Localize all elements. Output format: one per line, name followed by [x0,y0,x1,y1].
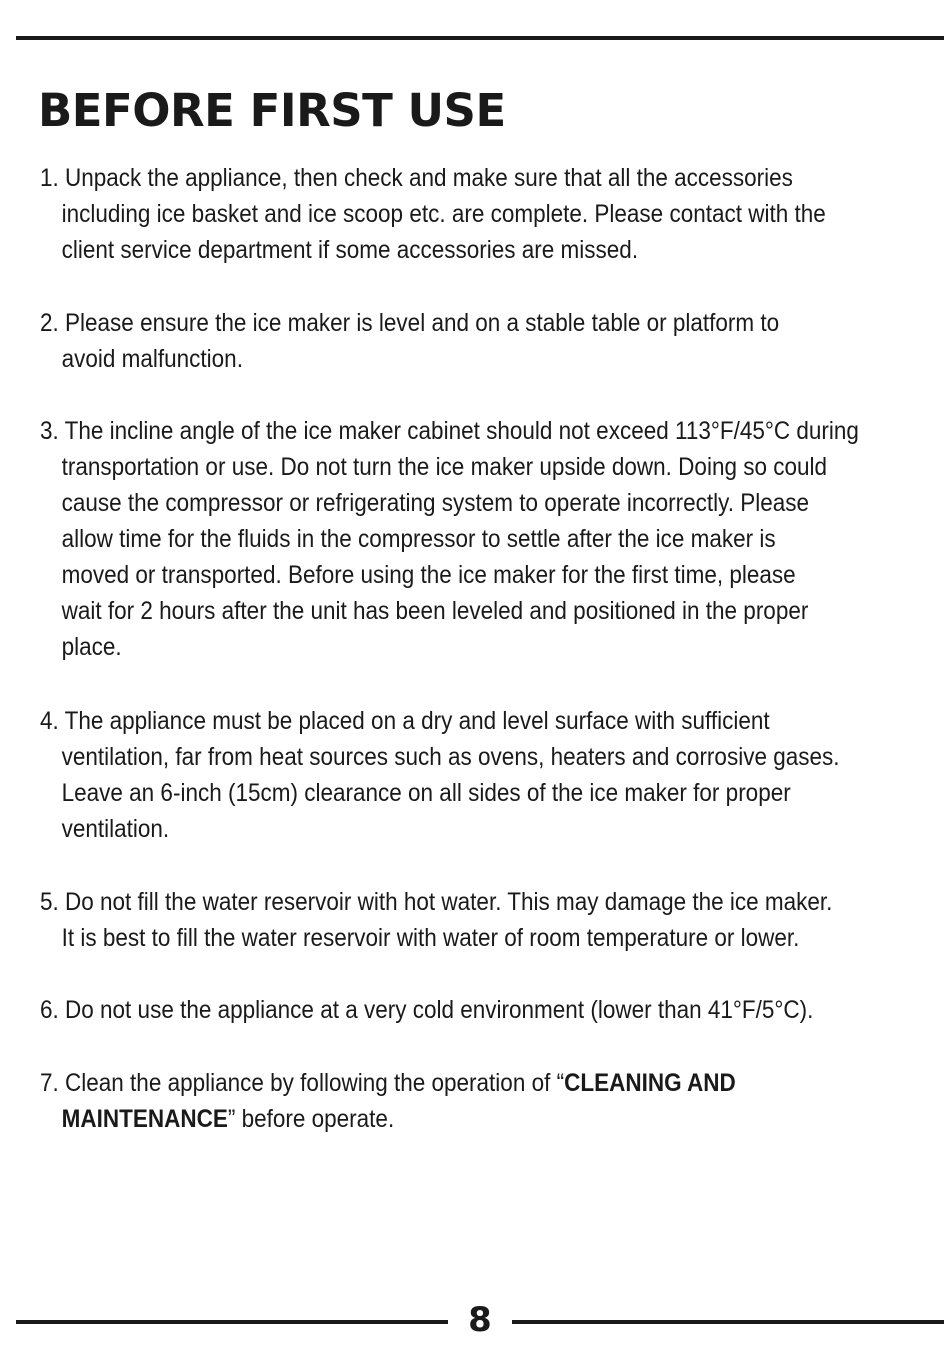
list-item-3 [40,413,859,665]
item-3-line-2: transportation or use. Do not turn the ice maker upside down. Doing so could [61,453,828,481]
list-item-5 [40,884,850,956]
item-7-line-2 [40,1101,850,1137]
item-4-line-4: ventilation. [61,815,170,843]
page-number: 8 [468,1300,492,1340]
item-3-line-3: cause the compressor or refrigerating system to operate incorrectly. Please [61,489,810,517]
top-divider [16,36,944,40]
item-1-line-3: client service department if some accessories are missed. [61,236,639,264]
item-1-line-2: including ice basket and ice scoop etc. are complete. Please contact with the [61,200,826,228]
list-item-7 [40,1065,850,1137]
footer-divider-left [16,1320,448,1324]
item-3-line-1: 3. The incline angle of the ice maker cabinet should not exceed 113°F/45°C during [40,417,859,445]
item-4-line-3: Leave an 6-inch (15cm) clearance on all sides of the ice maker for proper [61,779,791,807]
item-7-bold-maintenance: MAINTENANCE [61,1105,228,1133]
item-7-bold-cleaning: CLEANING AND [564,1069,736,1097]
item-5-line-2: It is best to fill the water reservoir with water of room temperature or lower. [61,924,800,952]
item-2-line-1: 2. Please ensure the ice maker is level and on a stable table or platform to [40,309,780,337]
list-item-1 [40,160,850,268]
page-footer [0,1298,950,1342]
list-item-6 [40,992,850,1028]
item-6-line-1: 6. Do not use the appliance at a very cold environment (lower than 41°F/5°C). [40,996,814,1024]
item-3-line-6: wait for 2 hours after the unit has been leveled and positioned in the proper [61,597,809,625]
list-item-4 [40,703,850,847]
item-3-line-4: allow time for the fluids in the compressor to settle after the ice maker is [61,525,776,553]
item-2-line-2: avoid malfunction. [61,345,243,373]
item-7-line-1 [40,1065,850,1101]
item-1-line-1: 1. Unpack the appliance, then check and make sure that all the accessories [40,164,793,192]
item-4-line-1: 4. The appliance must be placed on a dry and level surface with sufficient [40,707,770,735]
item-4-line-2: ventilation, far from heat sources such as ovens, heaters and corrosive gases. [61,743,840,771]
item-3-line-5: moved or transported. Before using the ice maker for the first time, please [61,561,796,589]
list-item-2 [40,305,850,377]
footer-divider-right [512,1320,944,1324]
item-7-text-prefix: 7. Clean the appliance by following the operation of “ [40,1069,565,1097]
item-3-line-7: place. [61,633,122,661]
item-5-line-1: 5. Do not fill the water reservoir with hot water. This may damage the ice maker. [40,888,833,916]
item-7-text-suffix: ” before operate. [227,1105,395,1133]
page-title: BEFORE FIRST USE [38,84,506,137]
